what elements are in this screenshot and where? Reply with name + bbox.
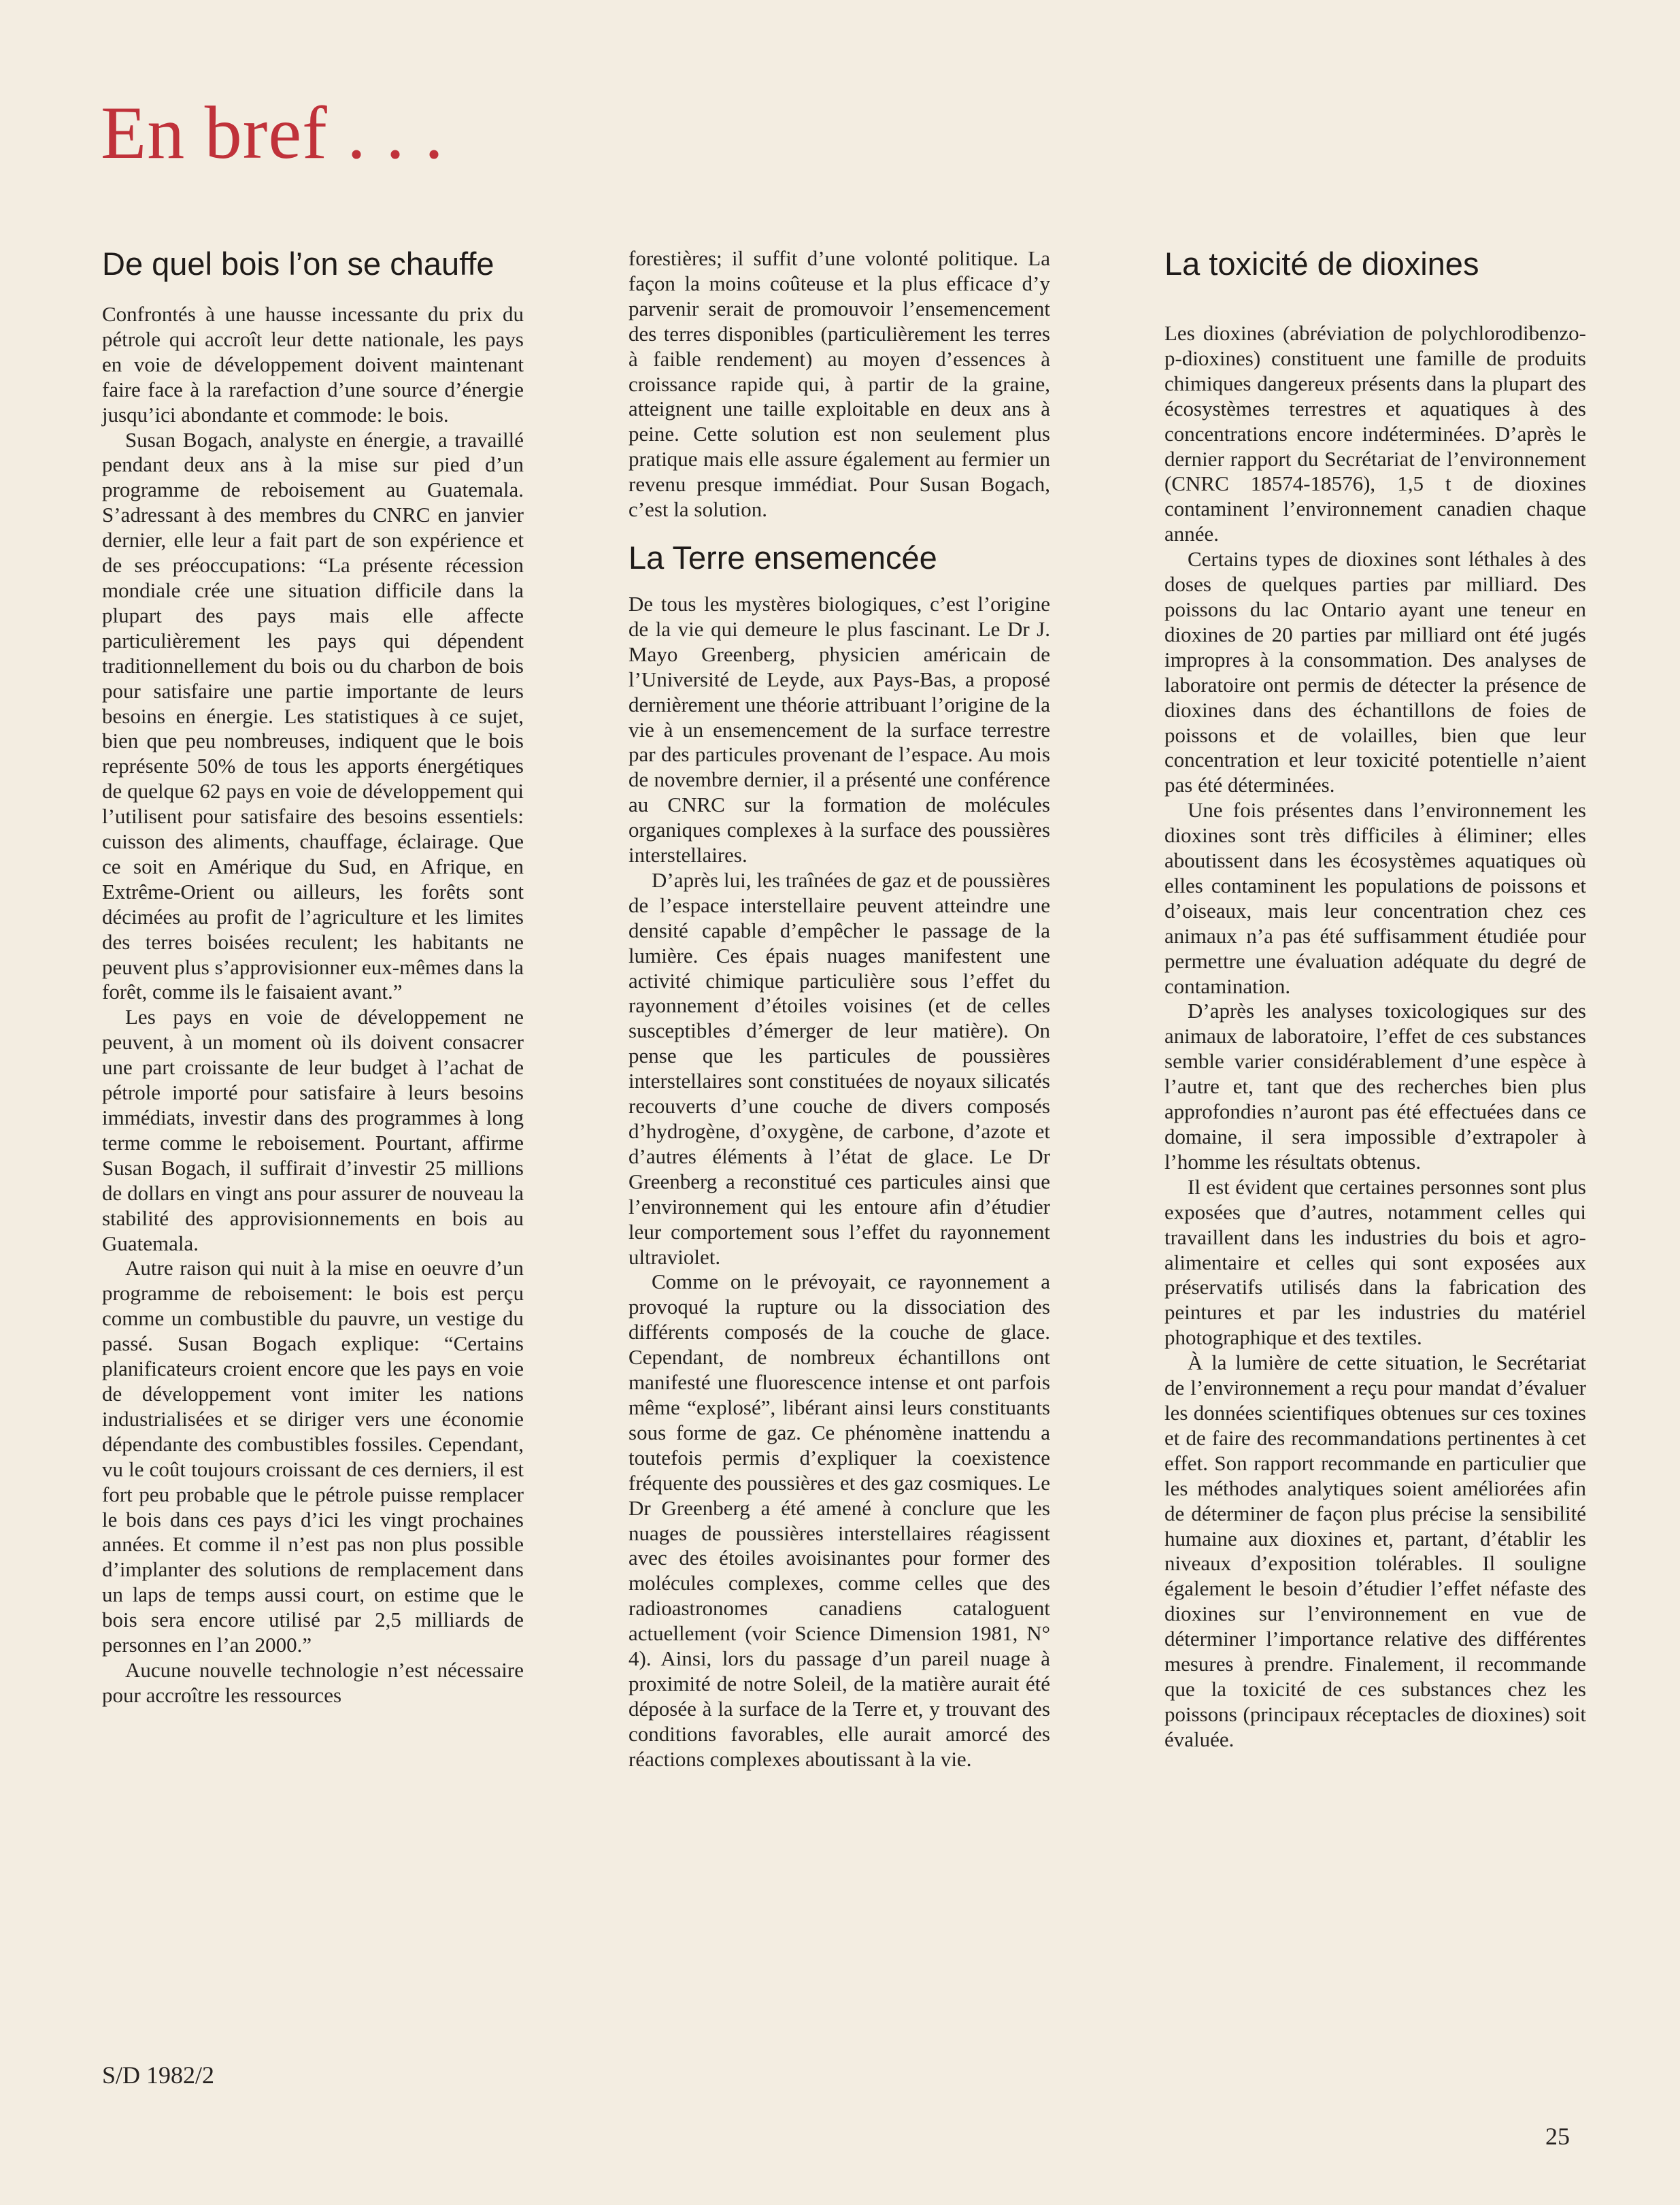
paragraph: Les pays en voie de développement ne peuvent, à un moment où ils doivent consacrer une part croissante de leur budget à l’achat de pétrole importé pour satisfaire à leurs besoins immédiats, investir dans des programmes à long terme comme le reboisement. Pourtant, affirme Susan Bogach, il suffirait d’investir 25 millions de dollars en vingt ans pour assurer de nouveau la stabilité des approvisionnements en bois au Guatemala. (102, 1005, 524, 1255)
paragraph: Certains types de dioxines sont léthales à des doses de quelques parties par milliard. Des poissons du lac Ontario ayant une teneur en dioxines de 20 parties par milliard ont été jugés impropres à la consommation. Des analyses de laboratoire ont permis de détecter la présence de dioxines dans des échantillons de foies de poissons et de volailles, bien que leur concentration et leur toxicité potentielle n’aient pas été déterminées. (1164, 547, 1586, 797)
section-title: En bref . . . (101, 91, 444, 174)
article-heading-wood: De quel bois l’on se chauffe (102, 246, 494, 282)
column-1 (102, 245, 524, 1708)
article-heading-seeded-earth: La Terre ensemencée (628, 539, 937, 576)
paragraph: Comme on le prévoyait, ce rayonnement a provoqué la rupture ou la dissociation des différents composés de la couche de glace. Cependant, de nombreux échantillons ont manifesté une fluorescence intense et ont parfois même “explosé”, libérant ainsi leurs constituants sous forme de gaz. Ce phénomène inattendu a toutefois permis d’expliquer la coexistence fréquente des poussières et des gaz cosmiques. Le Dr Greenberg a été amené à conclure que les nuages de poussières interstellaires réagissent avec des étoiles avoisinantes pour former des molécules complexes, comme celles que des radioastronomes canadiens catalоguent actuellement (voir Science Dimension 1981, N° 4). Ainsi, lors du passage d’un pareil nuage à proximité de notre Soleil, de la matière aurait été déposée à la surface de la Terre et, y trouvant des conditions favorables, elle aurait amorcé des réactions complexes aboutissant à la vie. (628, 1270, 1050, 1771)
article-heading-dioxins: La toxicité de dioxines (1164, 246, 1479, 282)
paragraph: Autre raison qui nuit à la mise en oeuvre d’un programme de reboisement: le bois est perçu comme un combustible du pauvre, un vestige du passé. Susan Bogach explique: “Certains planificateurs croient encore que les pays en voie de développement vont imiter les nations industrialisées et se diriger vers une économie dépendante des combustibles fossiles. Cependant, vu le coût toujours croissant de ces derniers, il est fort peu probable que le pétrole puisse remplacer le bois dans ces pays d’ici les vingt prochaines années. Et comme il n’est pas non plus possible d’implanter des solutions de remplacement dans un laps de temps aussi court, on estime que le bois sera encore utilisé par 2,5 milliards de personnes en l’an 2000.” (102, 1256, 524, 1657)
paragraph: Une fois présentes dans l’environnement les dioxines sont très difficiles à éliminer; elles aboutissent dans les écosystèmes aquatiques où elles contaminent les populations de poissons et d’oiseaux, mais leur concentration chez ces animaux n’a pas été suffisamment étudiée pour permettre une évaluation adéquate du degré de contamination. (1164, 798, 1586, 998)
paragraph: Il est évident que certaines personnes sont plus exposées que d’autres, notamment celles qui travaillent dans les industries du bois et agro-alimentaire et celles qui sont exposées aux préservatifs utilisés dans la fabrication des peintures et par les industries du matériel photographique et des textiles. (1164, 1174, 1586, 1350)
paragraph: Les dioxines (abréviation de polychlorodibenzo-p-dioxines) constituent une famille de produits chimiques dangereux présents dans la plupart des écosystèmes terrestres et aquatiques à des concentrations encore indéterminées. D’après le dernier rapport du Secrétariat de l’environnement (CNRC 18574-18576), 1,5 t de dioxines contaminent l’environnement canadien chaque année. (1164, 321, 1586, 546)
paragraph: Confrontés à une hausse incessante du prix du pétrole qui accroît leur dette nationale, les pays en voie de développement doivent maintenant faire face à la rarefaction d’une source d’énergie jusqu’ici abondante et commode: le bois. (102, 302, 524, 427)
column-2 (628, 246, 1050, 1772)
paragraph: À la lumière de cette situation, le Secrétariat de l’environnement a reçu pour mandat d’évaluer les données scientifiques obtenues sur ces toxines et de faire des recommandations pertinentes à cet effet. Son rapport recommande en particulier que les méthodes analytiques soient améliorées afin de déterminer de façon plus précise la sensibilité humaine aux dioxines et, partant, d’établir les niveaux d’exposition tolérables. Il souligne également le besoin d’étudier l’effet néfaste des dioxines sur l’environnement en vue de déterminer l’importance relative des différentes mesures à prendre. Finalement, il recommande que la toxicité de ces substances chez les poissons (principaux réceptacles de dioxines) soit évaluée. (1164, 1350, 1586, 1751)
paragraph: Susan Bogach, analyste en énergie, a travaillé pendant deux ans à la mise sur pied d’un programme de reboisement au Guatemala. S’adressant à des membres du CNRC en janvier dernier, elle leur a fait part de son expérience et de ses préoccupations: “La présente récession mondiale crée une situation difficile dans la plupart des pays mais elle affecte particulièrement les pays qui dépendent traditionnellement du bois ou du charbon de bois pour satisfaire une partie importante de leurs besoins en énergie. Les statistiques à ce sujet, bien que peu nombreuses, indiquent que le bois représente 50% de tous les apports énergétiques de quelque 62 pays en voie de développement qui l’utilisent pour satisfaire des besoins essentiels: cuisson des aliments, chauffage, éclairage. Que ce soit en Amérique du Sud, en Afrique, en Extrême-Orient ou ailleurs, les forêts sont décimées au profit de l’agriculture et les limites des terres boisées reculent; les habitants ne peuvent plus s’approvisionner eux-mêmes dans la forêt, comme ils le faisaient avant.” (102, 427, 524, 1004)
paragraph: Aucune nouvelle technologie n’est nécessaire pour accroître les ressources (102, 1657, 524, 1707)
column-3 (1164, 245, 1586, 1753)
paragraph: D’après lui, les traînées de gaz et de poussières de l’espace interstellaire peuvent atteindre une densité capable d’empêcher le passage de la lumière. Ces épais nuages manifestent une activité chimique particulière sous l’effet du rayonnement d’étoiles voisines (et de celles susceptibles d’émerger de leur matière). On pense que les particules de poussières interstellaires sont constituées de noyaux silicatés recouverts d’une couche de divers composés d’hydrogène, d’oxygène, de carbone, d’azote et d’autres éléments à l’état de glace. Le Dr Greenberg a reconstitué ces particules ainsi que l’environnement qui les entoure afin d’étudier leur comportement sous l’effet du rayonnement ultraviolet. (628, 867, 1050, 1269)
paragraph: De tous les mystères biologiques, c’est l’origine de la vie qui demeure le plus fascinant. Le Dr J. Mayo Greenberg, physicien américain de l’Université de Leyde, aux Pays-Bas, a proposé dernièrement une théorie attribuant l’origine de la vie à un ensemencement de la surface terrestre par des particules provenant de l’espace. Au mois de novembre dernier, il a présenté une conférence au CNRC sur la formation de molécules organiques complexes à la surface des poussières interstellaires. (628, 591, 1050, 867)
issue-label: S/D 1982/2 (102, 2061, 215, 2089)
page-number: 25 (1545, 2123, 1570, 2150)
paragraph: D’après les analyses toxicologiques sur des animaux de laboratoire, l’effet de ces substances semble varier considérablement d’une espèce à l’autre et, tant que des recherches bien plus approfondies n’auront pas été effectuées dans ce domaine, il sera impossible d’extrapoler à l’homme les résultats obtenus. (1164, 999, 1586, 1174)
paragraph-continued: forestières; il suffit d’une volonté politique. La façon la moins coûteuse et la plus efficace d’y parvenir serait de promouvoir l’ensemencement des terres disponibles (particulièrement les terres à faible rendement) au moyen d’essences à croissance rapide qui, à partir de la graine, atteignent une taille exploitable en deux ans à peine. Cette solution est non seulement plus pratique mais elle assure également au fermier un revenu presque immédiat. Pour Susan Bogach, c’est la solution. (628, 246, 1050, 522)
